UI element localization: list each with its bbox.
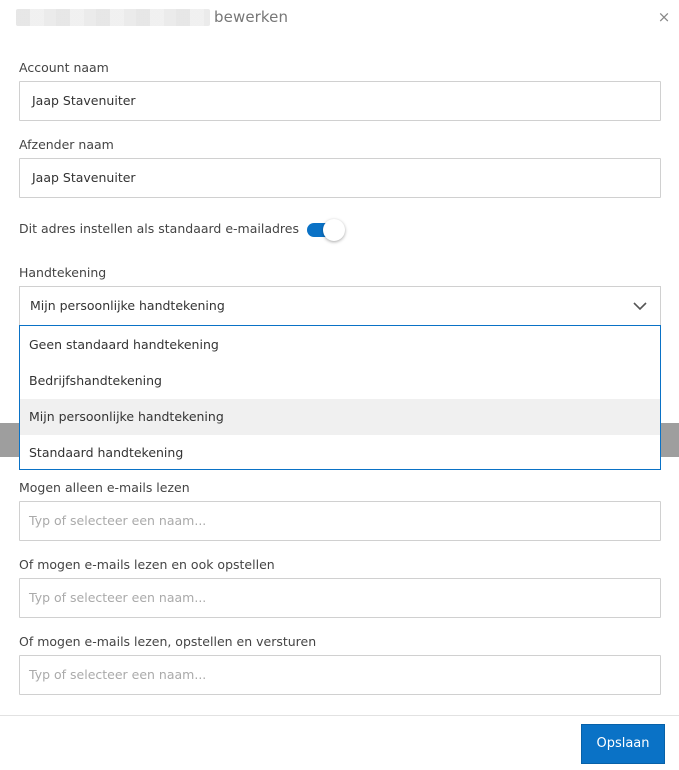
account-name-input[interactable]: Jaap Stavenuiter bbox=[19, 81, 661, 121]
sender-name-label: Afzender naam bbox=[19, 137, 114, 152]
read-only-label: Mogen alleen e-mails lezen bbox=[19, 480, 190, 495]
read-compose-send-input[interactable]: Typ of selecteer een naam... bbox=[19, 655, 661, 695]
read-only-input[interactable]: Typ of selecteer een naam... bbox=[19, 501, 661, 541]
signature-option-standard[interactable]: Standaard handtekening bbox=[29, 445, 184, 460]
chevron-down-icon bbox=[632, 298, 648, 314]
dialog-title-suffix: bewerken bbox=[214, 8, 289, 26]
default-address-label: Dit adres instellen als standaard e-mailadres bbox=[19, 221, 299, 236]
redacted-title bbox=[16, 9, 210, 26]
default-address-toggle[interactable] bbox=[307, 221, 345, 239]
sender-name-input[interactable]: Jaap Stavenuiter bbox=[19, 158, 661, 198]
signature-dropdown-list bbox=[19, 325, 661, 470]
toggle-knob bbox=[323, 219, 345, 241]
signature-option-personal[interactable]: Mijn persoonlijke handtekening bbox=[20, 399, 660, 435]
save-button[interactable]: Opslaan bbox=[581, 724, 665, 764]
footer-divider bbox=[0, 715, 679, 716]
read-compose-send-label: Of mogen e-mails lezen, opstellen en versturen bbox=[19, 634, 317, 649]
backdrop-band-right bbox=[661, 423, 679, 457]
backdrop-band-left bbox=[0, 423, 19, 457]
signature-select[interactable] bbox=[19, 286, 661, 326]
signature-label: Handtekening bbox=[19, 265, 107, 280]
signature-selected-value: Mijn persoonlijke handtekening bbox=[30, 298, 225, 313]
read-compose-label: Of mogen e-mails lezen en ook opstellen bbox=[19, 557, 275, 572]
signature-option-company[interactable]: Bedrijfshandtekening bbox=[29, 373, 162, 388]
read-compose-input[interactable]: Typ of selecteer een naam... bbox=[19, 578, 661, 618]
close-icon[interactable]: × bbox=[657, 8, 671, 26]
account-name-label: Account naam bbox=[19, 60, 109, 75]
dialog-header bbox=[0, 0, 679, 38]
signature-option-none[interactable]: Geen standaard handtekening bbox=[29, 337, 219, 352]
